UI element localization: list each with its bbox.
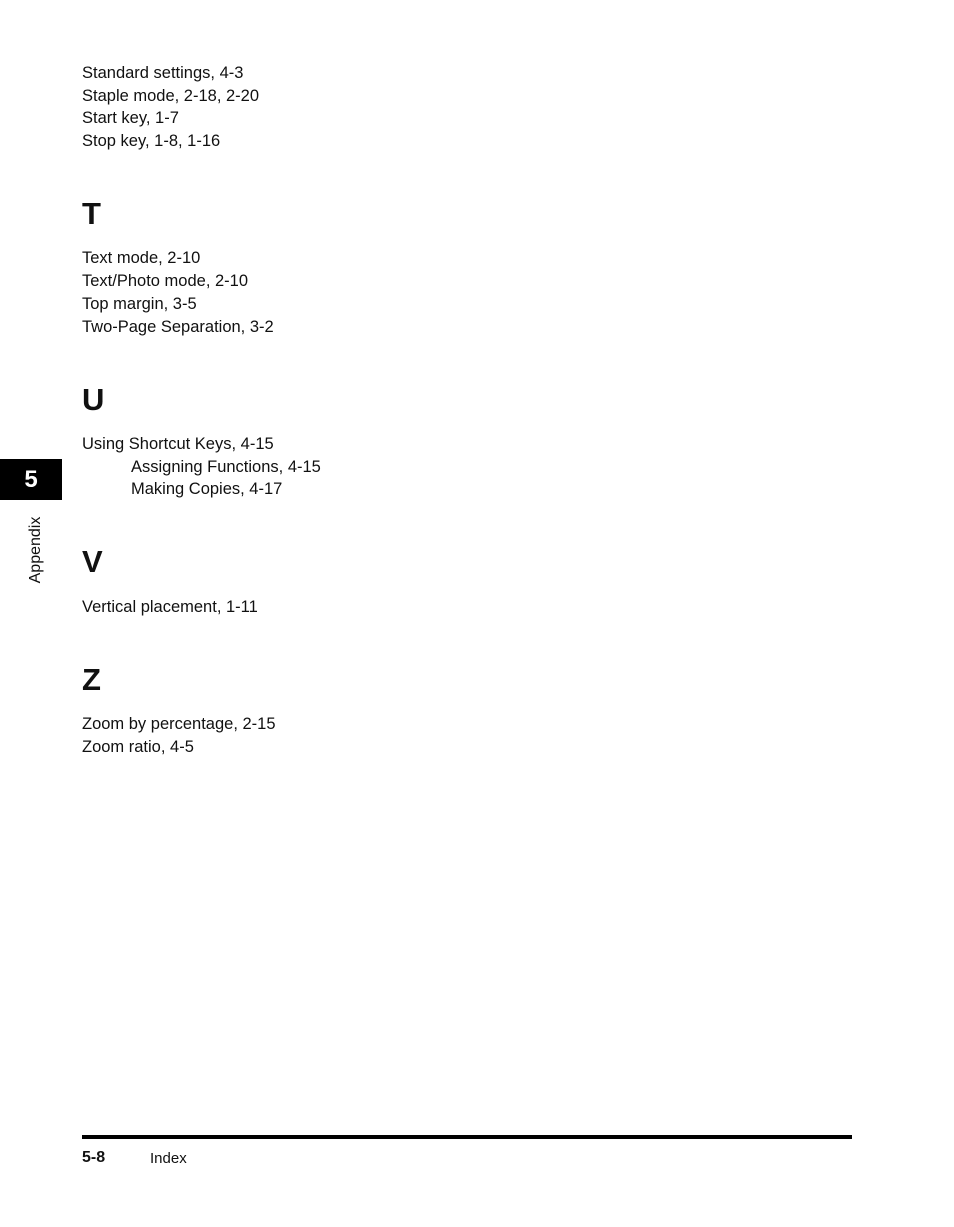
page-number: 5-8 bbox=[82, 1149, 106, 1166]
index-entry: Text mode, 2-10 bbox=[82, 249, 201, 267]
index-entry: Zoom ratio, 4-5 bbox=[82, 738, 194, 756]
section-letter-z: Z bbox=[82, 662, 101, 697]
index-entry: Standard settings, 4-3 bbox=[82, 64, 244, 82]
chapter-tab bbox=[0, 459, 62, 500]
section-letter-u: U bbox=[82, 382, 105, 417]
index-entry: Zoom by percentage, 2-15 bbox=[82, 715, 276, 733]
index-entry: Using Shortcut Keys, 4-15 bbox=[82, 435, 274, 453]
index-entry: Vertical placement, 1-11 bbox=[82, 598, 258, 616]
chapter-number: 5 bbox=[24, 465, 38, 493]
section-letter-v: V bbox=[82, 544, 103, 579]
index-entry: Two-Page Separation, 3-2 bbox=[82, 318, 274, 336]
footer-rule bbox=[82, 1135, 852, 1139]
index-entry: Top margin, 3-5 bbox=[82, 295, 197, 313]
index-subentry: Assigning Functions, 4-15 bbox=[131, 458, 321, 476]
index-entry: Start key, 1-7 bbox=[82, 109, 179, 127]
section-letter-t: T bbox=[82, 196, 101, 231]
chapter-label: Appendix bbox=[27, 516, 44, 584]
index-entry: Stop key, 1-8, 1-16 bbox=[82, 132, 221, 150]
footer-title: Index bbox=[150, 1150, 187, 1167]
index-subentry: Making Copies, 4-17 bbox=[131, 480, 283, 498]
index-entry: Text/Photo mode, 2-10 bbox=[82, 272, 249, 290]
index-entry: Staple mode, 2-18, 2-20 bbox=[82, 87, 260, 105]
